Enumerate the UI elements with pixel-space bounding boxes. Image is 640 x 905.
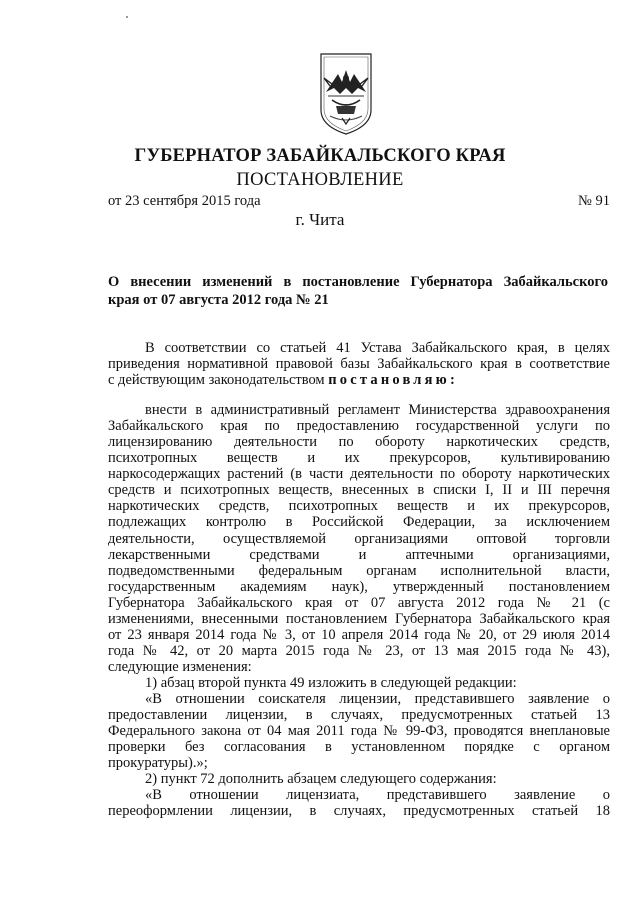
body-line: средств и психотропных веществ, внесенных в списки I, II и III перечня (108, 482, 610, 499)
body-line: года № 42, от 20 марта 2015 года № 23, от 13 мая 2015 года № 43), (108, 642, 610, 659)
body-line: государственным академиям наук), утвержденный постановлением (108, 578, 610, 595)
body-line: от 23 января 2014 года № 3, от 10 апреля 2014 года № 20, от 29 июля 2014 (108, 626, 610, 643)
title-line: О внесении изменений в постановление Губернатора Забайкальского (108, 274, 608, 290)
preamble-line: приведения нормативной правовой базы Забайкальского края в соответствие (108, 356, 610, 373)
body-line: «В отношении лицензиата, представившего заявление о (145, 787, 610, 804)
preamble-line (108, 372, 610, 388)
coat-of-arms-icon (318, 52, 374, 136)
preamble-text: с действующим законодательством (108, 372, 325, 389)
body-line: Федерального закона от 04 мая 2011 года № 99-ФЗ, проводятся внеплановые (108, 723, 610, 740)
preamble-line: В соответствии со статьей 41 Устава Забайкальского края, в целях (145, 340, 610, 356)
body-line: Забайкальского края по предоставлению государственной услуги по (108, 418, 610, 435)
document-title (108, 273, 608, 309)
body-line: наркотических средств, психотропных веществ и их прекурсоров, (108, 498, 610, 515)
document-number: № 91 (578, 193, 610, 209)
governor-heading: ГУБЕРНАТОР ЗАБАЙКАЛЬСКОГО КРАЯ (134, 146, 506, 166)
decree-word: постановляю: (328, 372, 458, 389)
body-line: подведомственными федеральным органам исполнительной власти, (108, 562, 610, 579)
body-line: предоставлении лицензии, в случаях, предусмотренных статьей 13 (108, 707, 610, 724)
body-line: 2) пункт 72 дополнить абзацем следующего содержания: (145, 771, 497, 788)
document-type: ПОСТАНОВЛЕНИЕ (236, 170, 404, 190)
document-body (108, 340, 610, 819)
title-line: края от 07 августа 2012 года № 21 (108, 292, 329, 308)
body-line: «В отношении соискателя лицензии, представившего заявление о (145, 690, 610, 707)
body-line: лицензированию деятельности по обороту наркотических средств, (108, 434, 610, 451)
body-line: следующие изменения: (108, 658, 252, 675)
body-line: наркосодержащих растений (в части деятельности по обороту наркотических (108, 466, 610, 483)
body-line: 1) абзац второй пункта 49 изложить в следующей редакции: (145, 674, 517, 691)
body-line: подлежащих контролю в Российской Федерации, за исключением (108, 514, 610, 531)
body-line: переоформлении лицензии, в случаях, предусмотренных статьей 18 (108, 803, 610, 820)
document-date: от 23 сентября 2015 года (108, 193, 261, 209)
body-line: прокуратуры).»; (108, 755, 208, 772)
body-line: лекарственными средствами и аптечными организациями, (108, 546, 610, 563)
document-city: г. Чита (295, 210, 345, 229)
body-line: Губернатора Забайкальского края от 07 августа 2012 года № 21 (с (108, 594, 610, 611)
scan-speck (126, 16, 128, 18)
body-line: психотропных веществ и их прекурсоров, культивированию (108, 450, 610, 467)
body-line: внести в административный регламент Министерства здравоохранения (145, 402, 610, 419)
body-line: изменениями, внесенными постановлением Губернатора Забайкальского края (108, 610, 610, 627)
body-line: деятельности, осуществляемой организациями оптовой торговли (108, 530, 610, 547)
body-line: проверки без согласования в установленном порядке с органом (108, 739, 610, 756)
